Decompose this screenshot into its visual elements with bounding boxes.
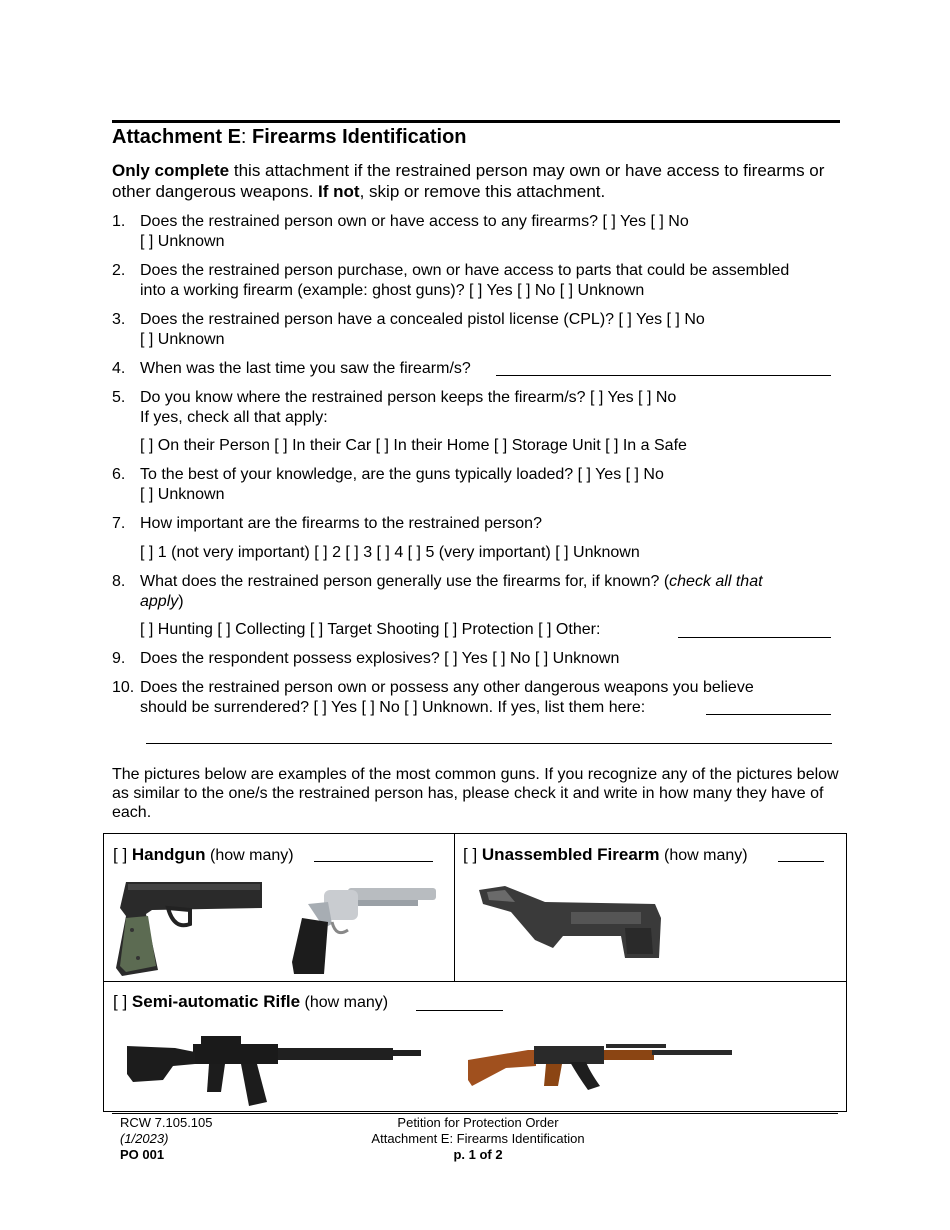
question-7-number: 7. <box>112 515 126 532</box>
question-8-number: 8. <box>112 573 126 590</box>
other-use-answer-line[interactable] <box>678 637 831 638</box>
footer-rule <box>112 1113 838 1114</box>
question-10[interactable]: Does the restrained person own or possess any other dangerous weapons you believe should be surrendered? [ ] Yes [ ] No [ ] Unknown. If yes, list them here: <box>140 679 754 716</box>
footer-center <box>318 1115 638 1163</box>
revolver-image <box>288 882 438 977</box>
footer-date: (1/2023) <box>120 1131 169 1146</box>
question-5-number: 5. <box>112 389 126 406</box>
question-7-importance-options[interactable]: [ ] 1 (not very important) [ ] 2 [ ] 3 [ ] 4 [ ] 5 (very important) [ ] Unknown <box>140 544 640 561</box>
other-weapons-answer-line[interactable] <box>706 714 831 715</box>
unassembled-firearm-checkbox-label[interactable]: [ ] Unassembled Firearm (how many) <box>463 845 748 864</box>
other-weapons-answer-line-2[interactable] <box>146 743 832 744</box>
question-9[interactable]: Does the respondent possess explosives? [ ] Yes [ ] No [ ] Unknown <box>140 650 620 667</box>
page-title: Attachment E: Firearms Identification <box>112 126 467 148</box>
question-7: How important are the firearms to the restrained person? <box>140 515 542 532</box>
ak-rifle-image <box>466 1040 736 1095</box>
question-10-number: 10. <box>112 679 135 696</box>
handgun-checkbox-label[interactable]: [ ] Handgun (how many) <box>113 845 294 864</box>
pictures-instructions: The pictures below are examples of the most common guns. If you recognize any of the pictures below as similar to the one/s the restrained person has, please check it and write in how many they have of each. <box>112 766 839 821</box>
footer-rcw: RCW 7.105.105 <box>120 1115 213 1130</box>
question-3-number: 3. <box>112 311 126 328</box>
question-6[interactable]: To the best of your knowledge, are the guns typically loaded? [ ] Yes [ ] No [ ] Unknown <box>140 466 664 503</box>
last-seen-answer-line[interactable] <box>496 375 831 376</box>
footer-attachment-title: Attachment E: Firearms Identification <box>371 1131 585 1146</box>
question-5[interactable]: Do you know where the restrained person keeps the firearm/s? [ ] Yes [ ] No If yes, check all that apply: <box>140 389 677 426</box>
question-6-number: 6. <box>112 466 126 483</box>
unassembled-count-line[interactable] <box>778 861 824 862</box>
ar-rifle-image <box>123 1030 423 1110</box>
footer-form-number: PO 001 <box>120 1147 165 1162</box>
question-5-location-options[interactable]: [ ] On their Person [ ] In their Car [ ] In their Home [ ] Storage Unit [ ] In a Safe <box>140 437 687 454</box>
question-8: What does the restrained person generally use the firearms for, if known? (check all that apply) <box>140 573 763 610</box>
question-3[interactable]: Does the restrained person have a concealed pistol license (CPL)? [ ] Yes [ ] No [ ] Unknown <box>140 311 705 348</box>
question-2-number: 2. <box>112 262 126 279</box>
intro-instructions: Only complete this attachment if the restrained person may own or have access to firearms or other dangerous weapons. If not, skip or remove this attachment. <box>112 161 825 201</box>
question-8-use-options[interactable]: [ ] Hunting [ ] Collecting [ ] Target Shooting [ ] Protection [ ] Other: <box>140 621 601 638</box>
question-2[interactable]: Does the restrained person purchase, own or have access to parts that could be assembled into a working firearm (example: ghost guns)? [ ] Yes [ ] No [ ] Unknown <box>140 262 790 299</box>
pistol-image <box>112 878 267 978</box>
lower-receiver-image <box>475 882 665 962</box>
title-rule <box>112 120 840 123</box>
question-1[interactable]: Does the restrained person own or have access to any firearms? [ ] Yes [ ] No [ ] Unknown <box>140 213 689 250</box>
rifle-checkbox-label[interactable]: [ ] Semi-automatic Rifle (how many) <box>113 992 389 1011</box>
question-9-number: 9. <box>112 650 126 667</box>
question-4-number: 4. <box>112 360 126 377</box>
footer-left <box>120 1115 213 1163</box>
question-4: When was the last time you saw the firearm/s? <box>140 360 471 377</box>
footer-page-number: p. 1 of 2 <box>453 1147 503 1162</box>
footer-form-title: Petition for Protection Order <box>397 1115 559 1130</box>
rifle-count-line[interactable] <box>416 1010 503 1011</box>
question-1-number: 1. <box>112 213 126 230</box>
handgun-count-line[interactable] <box>314 861 433 862</box>
